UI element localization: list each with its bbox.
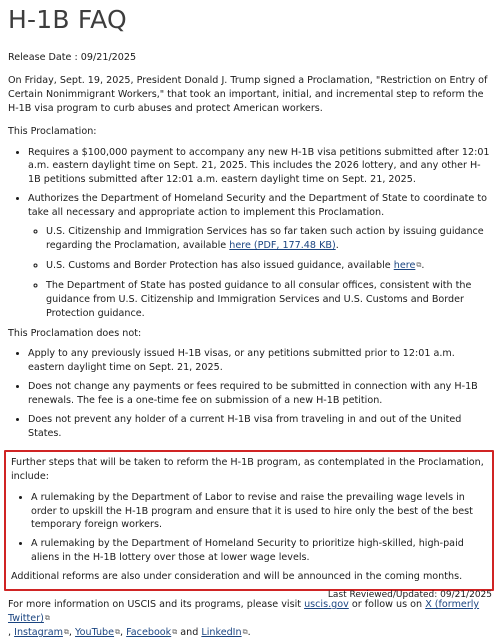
instagram-link[interactable]: Instagram	[14, 626, 63, 638]
list-item: • Does not prevent any holder of a current H-1B visa from traveling in and out of the United States.	[28, 413, 492, 441]
further-steps-list	[11, 491, 485, 566]
external-link-icon: ⧉	[416, 260, 422, 269]
external-link-icon: ⧉	[44, 614, 50, 622]
more-info-paragraph: For more information on USCIS and its programs, please visit uscis.gov or follow us on X (formerly Twitter)⧉ , Instagram⧉, YouTube⧉, Facebook⧉ and LinkedIn⧉.	[8, 599, 480, 638]
x-twitter-link[interactable]: X (formerly Twitter)	[8, 599, 480, 624]
proclamation-does-label: This Proclamation:	[8, 125, 97, 137]
youtube-link[interactable]: YouTube	[75, 626, 115, 638]
linkedin-link[interactable]: LinkedIn	[201, 626, 242, 638]
proclamation-does-list	[8, 146, 492, 321]
list-item: • A rulemaking by the Department of Homeland Security to prioritize high-skilled, high-paid aliens in the H-1B lottery over those at lower wage levels.	[31, 537, 485, 565]
faq-page	[8, 0, 492, 640]
facebook-link[interactable]: Facebook	[126, 626, 172, 638]
external-link-icon: ⧉	[242, 627, 248, 636]
proclamation-does-not-label: This Proclamation does not:	[8, 327, 142, 339]
list-item: • Apply to any previously issued H-1B visas, or any petitions submitted prior to 12:01 a.m. eastern daylight time on Sept. 21, 2025.	[28, 347, 492, 375]
page-title: H-1B FAQ	[8, 5, 127, 34]
list-item: • Authorizes the Department of Homeland Security and the Department of State to coordinate to take all necessary and appropriate action to implement this Proclamation. ◦ U.S. Citizenship and Immigration Services has so far taken such action by issuing guidance regarding the Proclamation, available here (PDF, 177.48 KB). ◦ U.S. Customs and Border Protection has also issued guidance, available here⧉. ◦ The Department of State has posted guidance to all consular offices, consistent with the guidance from U.S. Citizenship and Immigration Services and U.S. Customs and Border Protection guidance.	[28, 192, 492, 320]
list-item: ◦ The Department of State has posted guidance to all consular offices, consistent with the guidance from U.S. Citizenship and Immigration Services and U.S. Customs and Border Protection guidance.	[46, 279, 492, 321]
proclamation-does-not-list	[8, 347, 492, 440]
further-steps-label: Further steps that will be taken to reform the H-1B program, as contemplated in the Proclamation, include:	[11, 456, 484, 482]
uscis-guidance-pdf-link[interactable]: here (PDF, 177.48 KB)	[229, 239, 336, 251]
intro-paragraph: On Friday, Sept. 19, 2025, President Donald J. Trump signed a Proclamation, "Restriction on Entry of Certain Nonimmigrant Workers," that took an important, initial, and incremental step to reform the H-1B visa program to curb abuses and protect American workers.	[8, 74, 488, 114]
agency-guidance-list	[28, 225, 492, 320]
further-steps-closing: Additional reforms are also under consideration and will be announced in the coming months.	[11, 571, 463, 583]
external-link-icon: ⧉	[115, 627, 121, 636]
list-item: ◦ U.S. Customs and Border Protection has also issued guidance, available here⧉.	[46, 259, 492, 273]
list-item: • Requires a $100,000 payment to accompany any new H-1B visa petitions submitted after 12:01 a.m. eastern daylight time on Sept. 21, 2025. This includes the 2026 lottery, and any other H-1B petitions submitted after 12:01 a.m. eastern daylight time on Sept. 21, 2025.	[28, 146, 492, 188]
list-item: • A rulemaking by the Department of Labor to revise and raise the prevailing wage levels in order to upskill the H-1B program and ensure that it is used to hire only the best of the best temporary foreign workers.	[31, 491, 485, 533]
list-item: ◦ U.S. Citizenship and Immigration Services has so far taken such action by issuing guidance regarding the Proclamation, available here (PDF, 177.48 KB).	[46, 225, 492, 253]
cbp-guidance-link[interactable]: here	[393, 259, 416, 271]
release-date: Release Date : 09/21/2025	[8, 52, 137, 63]
last-reviewed-date: Last Reviewed/Updated: 09/21/2025	[327, 590, 492, 600]
external-link-icon: ⧉	[172, 627, 178, 636]
list-item: • Does not change any payments or fees required to be submitted in connection with any H-1B renewals. The fee is a one-time fee on submission of a new H-1B petition.	[28, 380, 492, 408]
uscis-gov-link[interactable]: uscis.gov	[304, 599, 349, 611]
external-link-icon: ⧉	[63, 627, 69, 636]
further-steps-highlight-box	[4, 450, 494, 591]
